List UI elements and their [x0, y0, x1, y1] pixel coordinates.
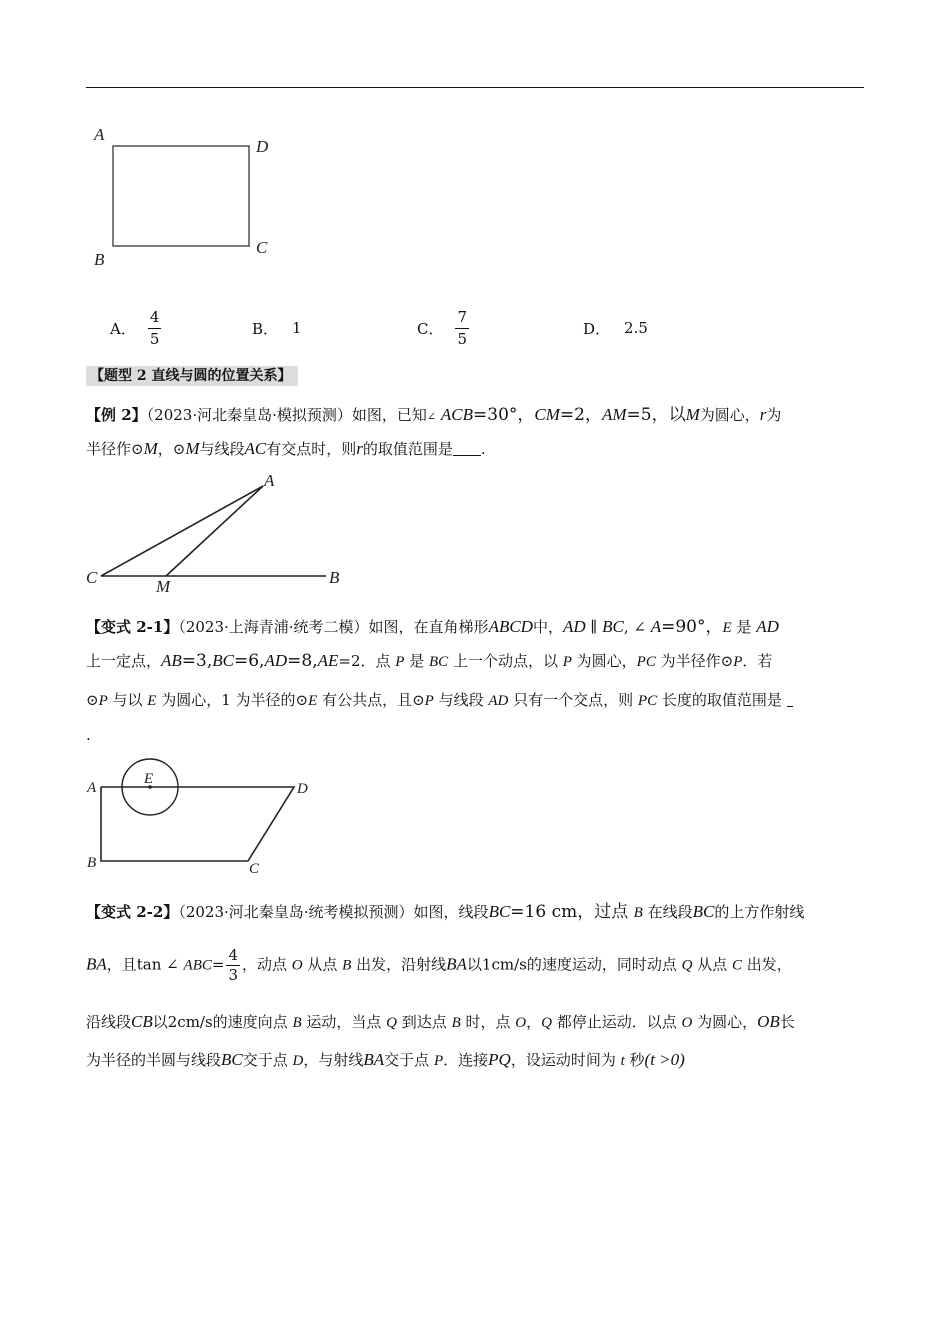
answer-options: [110, 305, 710, 351]
fraction: $\frac{7}{5}$: [457, 307, 468, 348]
segment-ca: [101, 486, 263, 576]
option-a[interactable]: A． $\frac{4}{5}$: [110, 307, 160, 348]
option-c[interactable]: C． $\frac{7}{5}$: [417, 307, 468, 348]
example2-line2: 半径作⊙M，⊙M与线段AC有交点时，则r的取值范围是 .: [86, 439, 486, 458]
label-a: A: [87, 780, 97, 796]
option-d[interactable]: D． 2.5: [583, 319, 648, 338]
rectangle-abcd: [113, 146, 249, 246]
variant22-line3: 沿线段CB以2cm/s的速度向点 B 运动，当点 Q 到达点 B 时，点 O，Q 都停止运动．以点 O 为圆心，OB长: [86, 1012, 795, 1031]
answer-blank[interactable]: [453, 441, 481, 456]
variant21-line1: 【变式 2-1】（2023·上海青浦·统考二模）如图，在直角梯形ABCD中，AD ∥ BC, ∠ A=90°，E 是 AD: [86, 617, 779, 637]
answer-blank[interactable]: [787, 692, 793, 707]
label-b: B: [87, 855, 97, 871]
label-b: B: [94, 250, 105, 269]
variant21-line3: ⊙P 与以 E 为圆心，1 为半径的⊙E 有公共点，且⊙P 与线段 AD 只有一个交点，则 PC 长度的取值范围是: [86, 689, 793, 710]
label-a: A: [94, 125, 105, 144]
trapezoid-figure: [86, 755, 326, 880]
label-d: D: [256, 137, 269, 156]
label-a: A: [264, 471, 275, 490]
option-b[interactable]: B． 1: [252, 319, 302, 338]
label-d: D: [297, 781, 308, 797]
label-c: C: [256, 238, 268, 257]
label-e: E: [144, 771, 154, 787]
trapezoid-abcd: [101, 787, 294, 861]
variant21-line2: 上一定点，AB=3,BC=6,AD=8,AE=2．点 P 是 BC 上一个动点，以 P 为圆心，PC 为半径作⊙P．若: [86, 651, 773, 671]
variant21-line4: .: [86, 726, 91, 744]
label-c: C: [249, 861, 260, 877]
label-m: M: [156, 577, 171, 596]
label-b: B: [329, 568, 340, 587]
header-rule: [86, 87, 864, 88]
fraction: $\frac{4}{5}$: [149, 307, 160, 348]
section-title: 【题型 2 直线与圆的位置关系】: [86, 366, 298, 386]
variant22-line1: 【变式 2-2】（2023·河北秦皇岛·统考模拟预测）如图，线段BC=16 cm，过点 B 在线段BC的上方作射线: [86, 902, 805, 922]
rectangle-figure: [86, 120, 286, 275]
label-c: C: [86, 568, 98, 587]
fraction: $\frac{4}{3}$: [228, 946, 238, 984]
variant22-line2: BA，且tan ∠ ABC= $\frac{4}{3}$ ，动点 O 从点 B 出发，沿射线BA以1cm/s的速度运动，同时动点 Q 从点 C 出发，: [86, 946, 792, 984]
triangle-figure: [86, 470, 356, 595]
example2-line1: 【例 2】（2023·河北秦皇岛·模拟预测）如图，已知∠ ACB=30°，CM=2，AM=5，以M为圆心，r为: [86, 405, 782, 425]
variant22-line4: 为半径的半圆与线段BC交于点 D，与射线BA交于点 P．连接PQ，设运动时间为 t 秒(t >0): [86, 1050, 685, 1069]
